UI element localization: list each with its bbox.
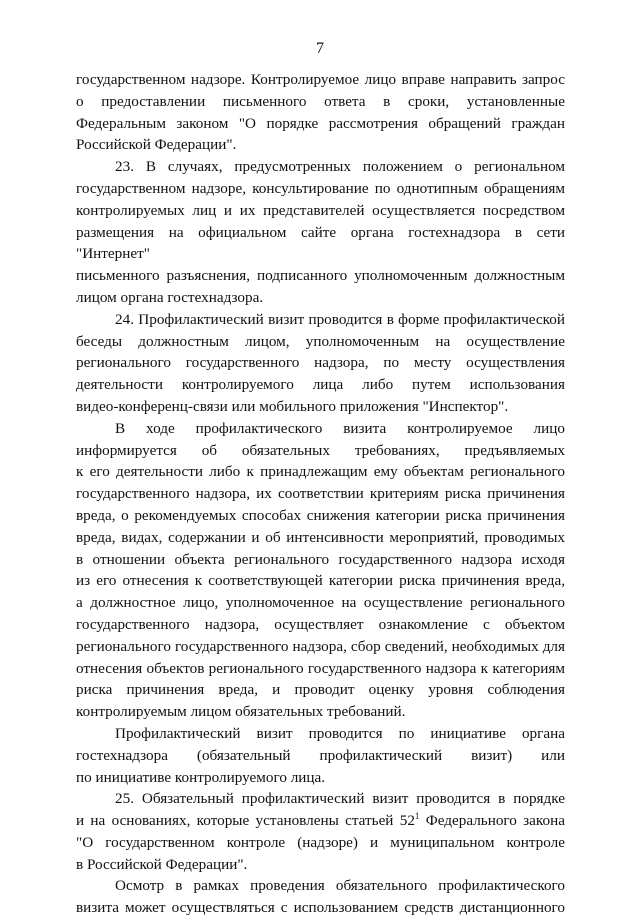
paragraph [76, 156, 565, 309]
text-line: государственного надзора, их соответствии критериям риска причинения [76, 485, 565, 503]
paragraph [76, 875, 565, 919]
text-line: деятельности контролируемого лица либо путем использования [76, 376, 565, 394]
text-line: в отношении объекта регионального государственного надзора исходя [76, 550, 565, 568]
text-line: 24. Профилактический визит проводится в форме профилактической [115, 310, 565, 328]
text-line: государственном надзоре, консультирование по однотипным обращениям [76, 179, 565, 197]
text-line: регионального государственного надзора, сбор сведений, необходимых для [76, 637, 565, 655]
text-line: письменного разъяснения, подписанного уполномоченным должностным [76, 267, 565, 285]
footnote-superscript: 1 [414, 811, 420, 822]
text-line: а должностное лицо, уполномоченное на осуществление регионального [76, 594, 565, 612]
text-line: беседы должностным лицом, уполномоченным на осуществление [76, 332, 565, 350]
text-line: о предоставлении письменного ответа в сроки, установленные [76, 92, 565, 110]
text-line: Федеральным законом "О порядке рассмотрения обращений граждан [76, 114, 565, 132]
text-line: 25. Обязательный профилактический визит проводится в порядке [115, 790, 565, 808]
text-line: Профилактический визит проводится по инициативе органа [115, 724, 565, 742]
text-line: в Российской Федерации". [76, 855, 248, 873]
text-line: из его отнесения к соответствующей категории риска причинения вреда, [76, 572, 565, 590]
paragraph [76, 69, 565, 156]
text-line: вреда, видах, содержании и об интенсивности мероприятий, проводимых [76, 528, 565, 546]
text-line: риска причинения вреда, и проводит оценку уровня соблюдения [76, 681, 565, 699]
text-line: видео-конференц-связи или мобильного приложения "Инспектор". [76, 397, 509, 415]
text-line: к его деятельности либо к принадлежащим ему объектам регионального [76, 463, 565, 481]
text-line: вреда, о рекомендуемых способах снижения категории риска причинения [76, 506, 565, 524]
text-line: "О государственном контроле (надзоре) и муниципальном контроле [76, 833, 565, 851]
text-line: государственном надзоре. Контролируемое лицо вправе направить запрос [76, 71, 565, 88]
paragraph [76, 723, 565, 788]
text-line: контролируемым лицом обязательных требований. [76, 703, 406, 721]
page-number: 7 [316, 40, 324, 57]
text-line: размещения на официальном сайте органа гостехнадзора в сети "Интернет" [76, 223, 565, 263]
text-line: Осмотр в рамках проведения обязательного профилактического [115, 877, 565, 895]
text-line: 23. В случаях, предусмотренных положением о региональном [115, 158, 565, 176]
text-line: визита может осуществляться с использованием средств дистанционного [76, 899, 565, 917]
paragraph [76, 309, 565, 418]
text-line: информируется об обязательных требованиях, предъявляемых [76, 441, 565, 459]
text-line: государственного надзора, осуществляет ознакомление с объектом [76, 615, 565, 633]
text-line: и на основаниях, которые установлены статьей $52^1$ Федерального закона [76, 811, 565, 830]
paragraph [76, 418, 565, 723]
text-line: гостехнадзора (обязательный профилактический визит) или [76, 746, 565, 764]
text-line: по инициативе контролируемого лица. [76, 768, 326, 786]
document-body [76, 69, 565, 919]
text-line: отнесения объектов регионального государственного надзора к категориям [76, 659, 565, 677]
text-line: Российской Федерации". [76, 136, 237, 154]
text-line: лицом органа гостехнадзора. [76, 288, 264, 306]
text-line: В ходе профилактического визита контролируемое лицо [115, 419, 565, 437]
paragraph [76, 788, 565, 875]
text-line: регионального государственного надзора, по месту осуществления [76, 354, 565, 372]
text-line: контролируемых лиц и их представителей осуществляется посредством [76, 201, 565, 219]
